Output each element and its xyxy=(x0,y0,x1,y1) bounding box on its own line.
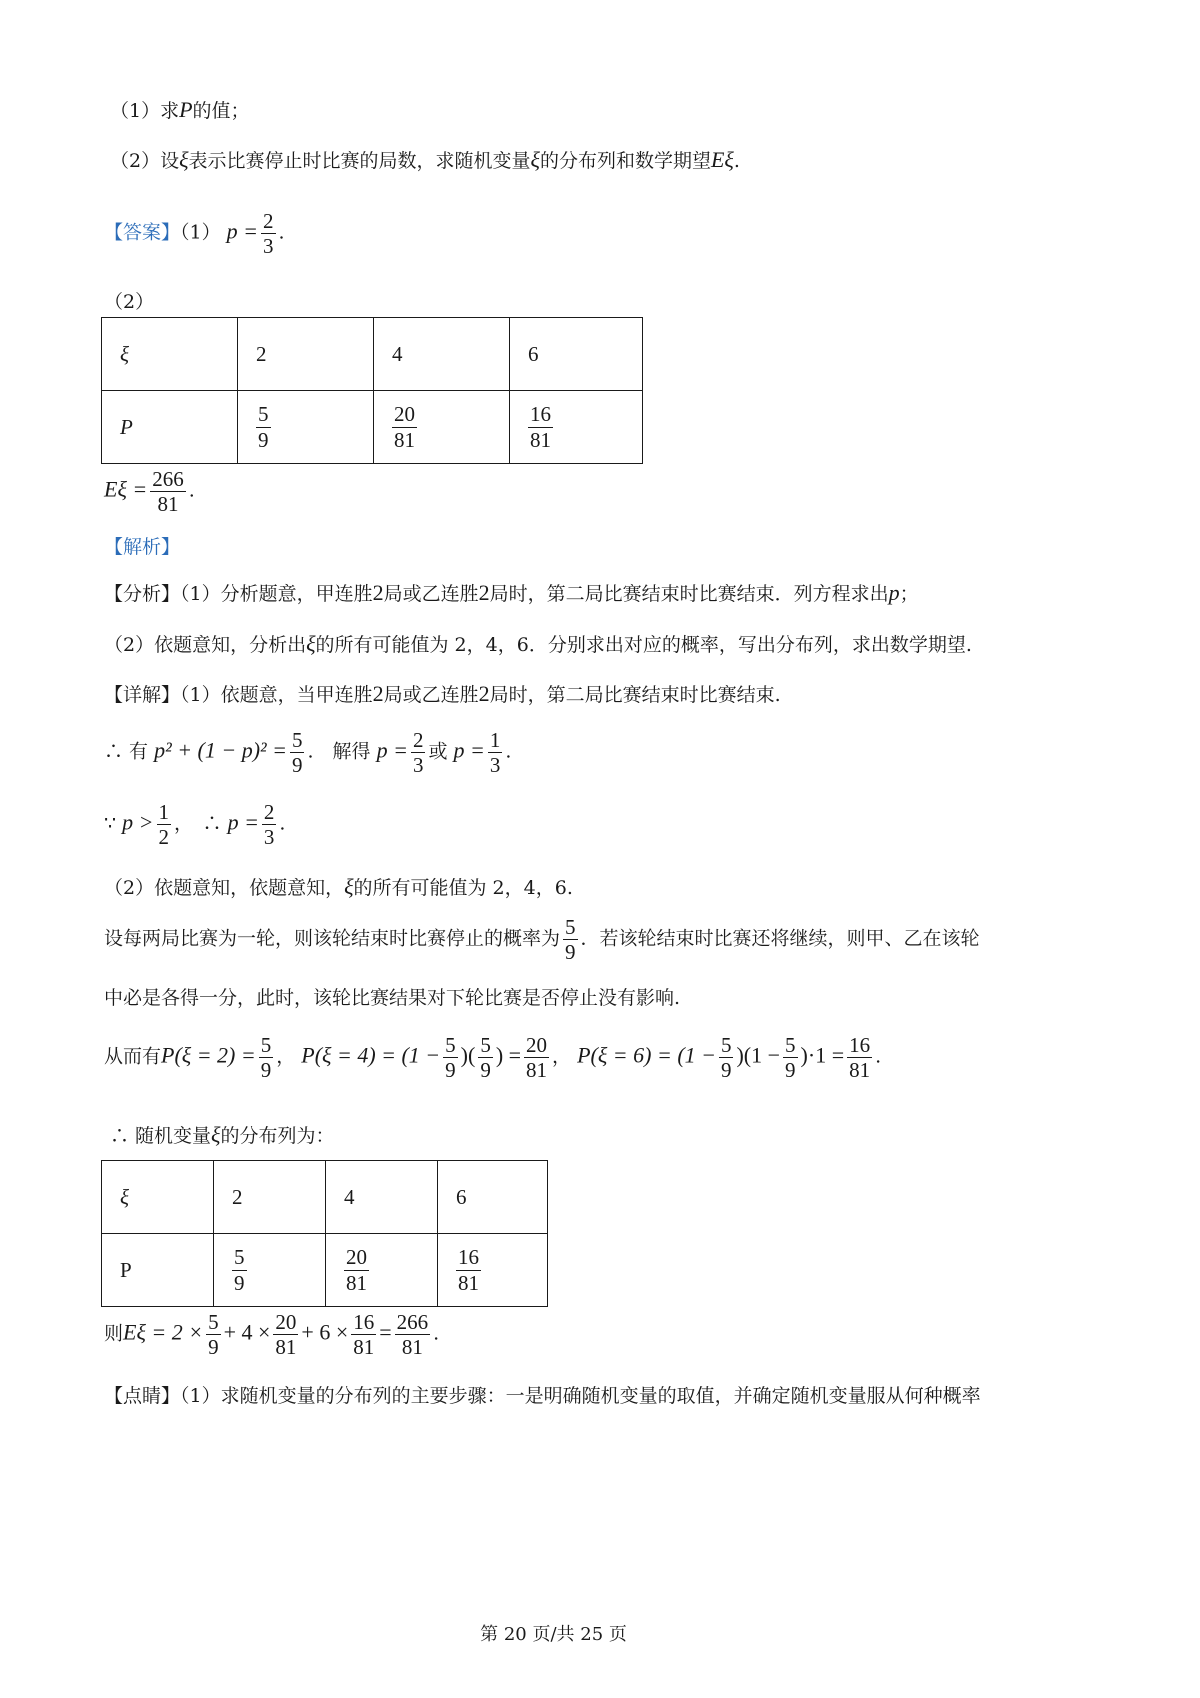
answer-label: 【答案】 xyxy=(104,221,181,244)
fenxi-line2: （2）依题意知，分析出ξ的所有可能值为 2，4，6．分别求出对应的概率，写出分布列，求出数学期望. xyxy=(104,631,972,656)
answer-expectation: Eξ = $\frac{266}{81}$ . xyxy=(104,467,195,517)
xiangjie-probabilities: 从而有P(ξ = 2) = $\frac{5}{9}$ ， P(ξ = 4) = (1 − $\frac{5}{9}$ )( $\frac{5}{9}$ ) = $\frac{20}{81}$ ， P(ξ = 6) = (1 − $\frac{5}{9}$ )(1 − $\frac{5}{9}$ )·1 = $\frac{16}{81}$ . xyxy=(104,1033,882,1083)
expectation-computation: 则Eξ = 2 × $\frac{5}{9}$ + 4 × $\frac{20}{81}$ + 6 × $\frac{16}{81}$ = $\frac{266}{81}$ . xyxy=(104,1310,440,1360)
xiangjie-line1: 【详解】（1）依题意，当甲连胜2局或乙连胜2局时，第二局比赛结束时比赛结束. xyxy=(104,681,781,706)
xiangjie-line3: （2）依题意知，依题意知，ξ的所有可能值为 2，4，6. xyxy=(104,874,573,899)
fenxi-line1: 【分析】（1）分析题意，甲连胜2局或乙连胜2局时，第二局比赛结束时比赛结束．列方程求出p； xyxy=(104,580,919,605)
distribution-intro: ∴ 随机变量ξ的分布列为： xyxy=(110,1122,335,1147)
dianjing-line: 【点睛】（1）求随机变量的分布列的主要步骤：一是明确随机变量的取值，并确定随机变量服从何种概率 xyxy=(104,1385,981,1407)
page-footer: 第 20 页/共 25 页 xyxy=(480,1624,627,1645)
xiangjie-line4: 设每两局比赛为一轮，则该轮结束时比赛停止的概率为 $\frac{5}{9}$ ．若该轮结束时比赛还将继续，则甲、乙在该轮 xyxy=(104,915,980,965)
question-1: （1）求P的值； xyxy=(110,97,250,122)
distribution-table-answer: ξ 2 4 6 P $\frac{5}{9}$ $\frac{20}{81}$ $\frac{16}{81}$ xyxy=(101,317,643,464)
xiangjie-line5: 中必是各得一分，此时，该轮比赛结果对下轮比赛是否停止没有影响. xyxy=(104,987,681,1009)
answer-part1: 【答案】（1） p = $\frac{2}{3}$ . xyxy=(104,209,285,259)
question-2: （2）设ξ表示比赛停止时比赛的局数，求随机变量ξ的分布列和数学期望Eξ. xyxy=(110,147,740,172)
analysis-label: 【解析】 xyxy=(104,536,181,558)
distribution-table-solution: ξ 2 4 6 P $\frac{5}{9}$ $\frac{20}{81}$ $\frac{16}{81}$ xyxy=(101,1160,548,1307)
answer-part2-label: （2） xyxy=(104,291,155,313)
xiangjie-equation2: ∵ p > $\frac{1}{2}$ ， ∴ p = $\frac{2}{3}$ . xyxy=(104,800,286,850)
xiangjie-equation1: ∴ 有 p² + (1 − p)² = $\frac{5}{9}$ . 解得 p = $\frac{2}{3}$ 或 p = $\frac{1}{3}$ . xyxy=(104,728,512,778)
